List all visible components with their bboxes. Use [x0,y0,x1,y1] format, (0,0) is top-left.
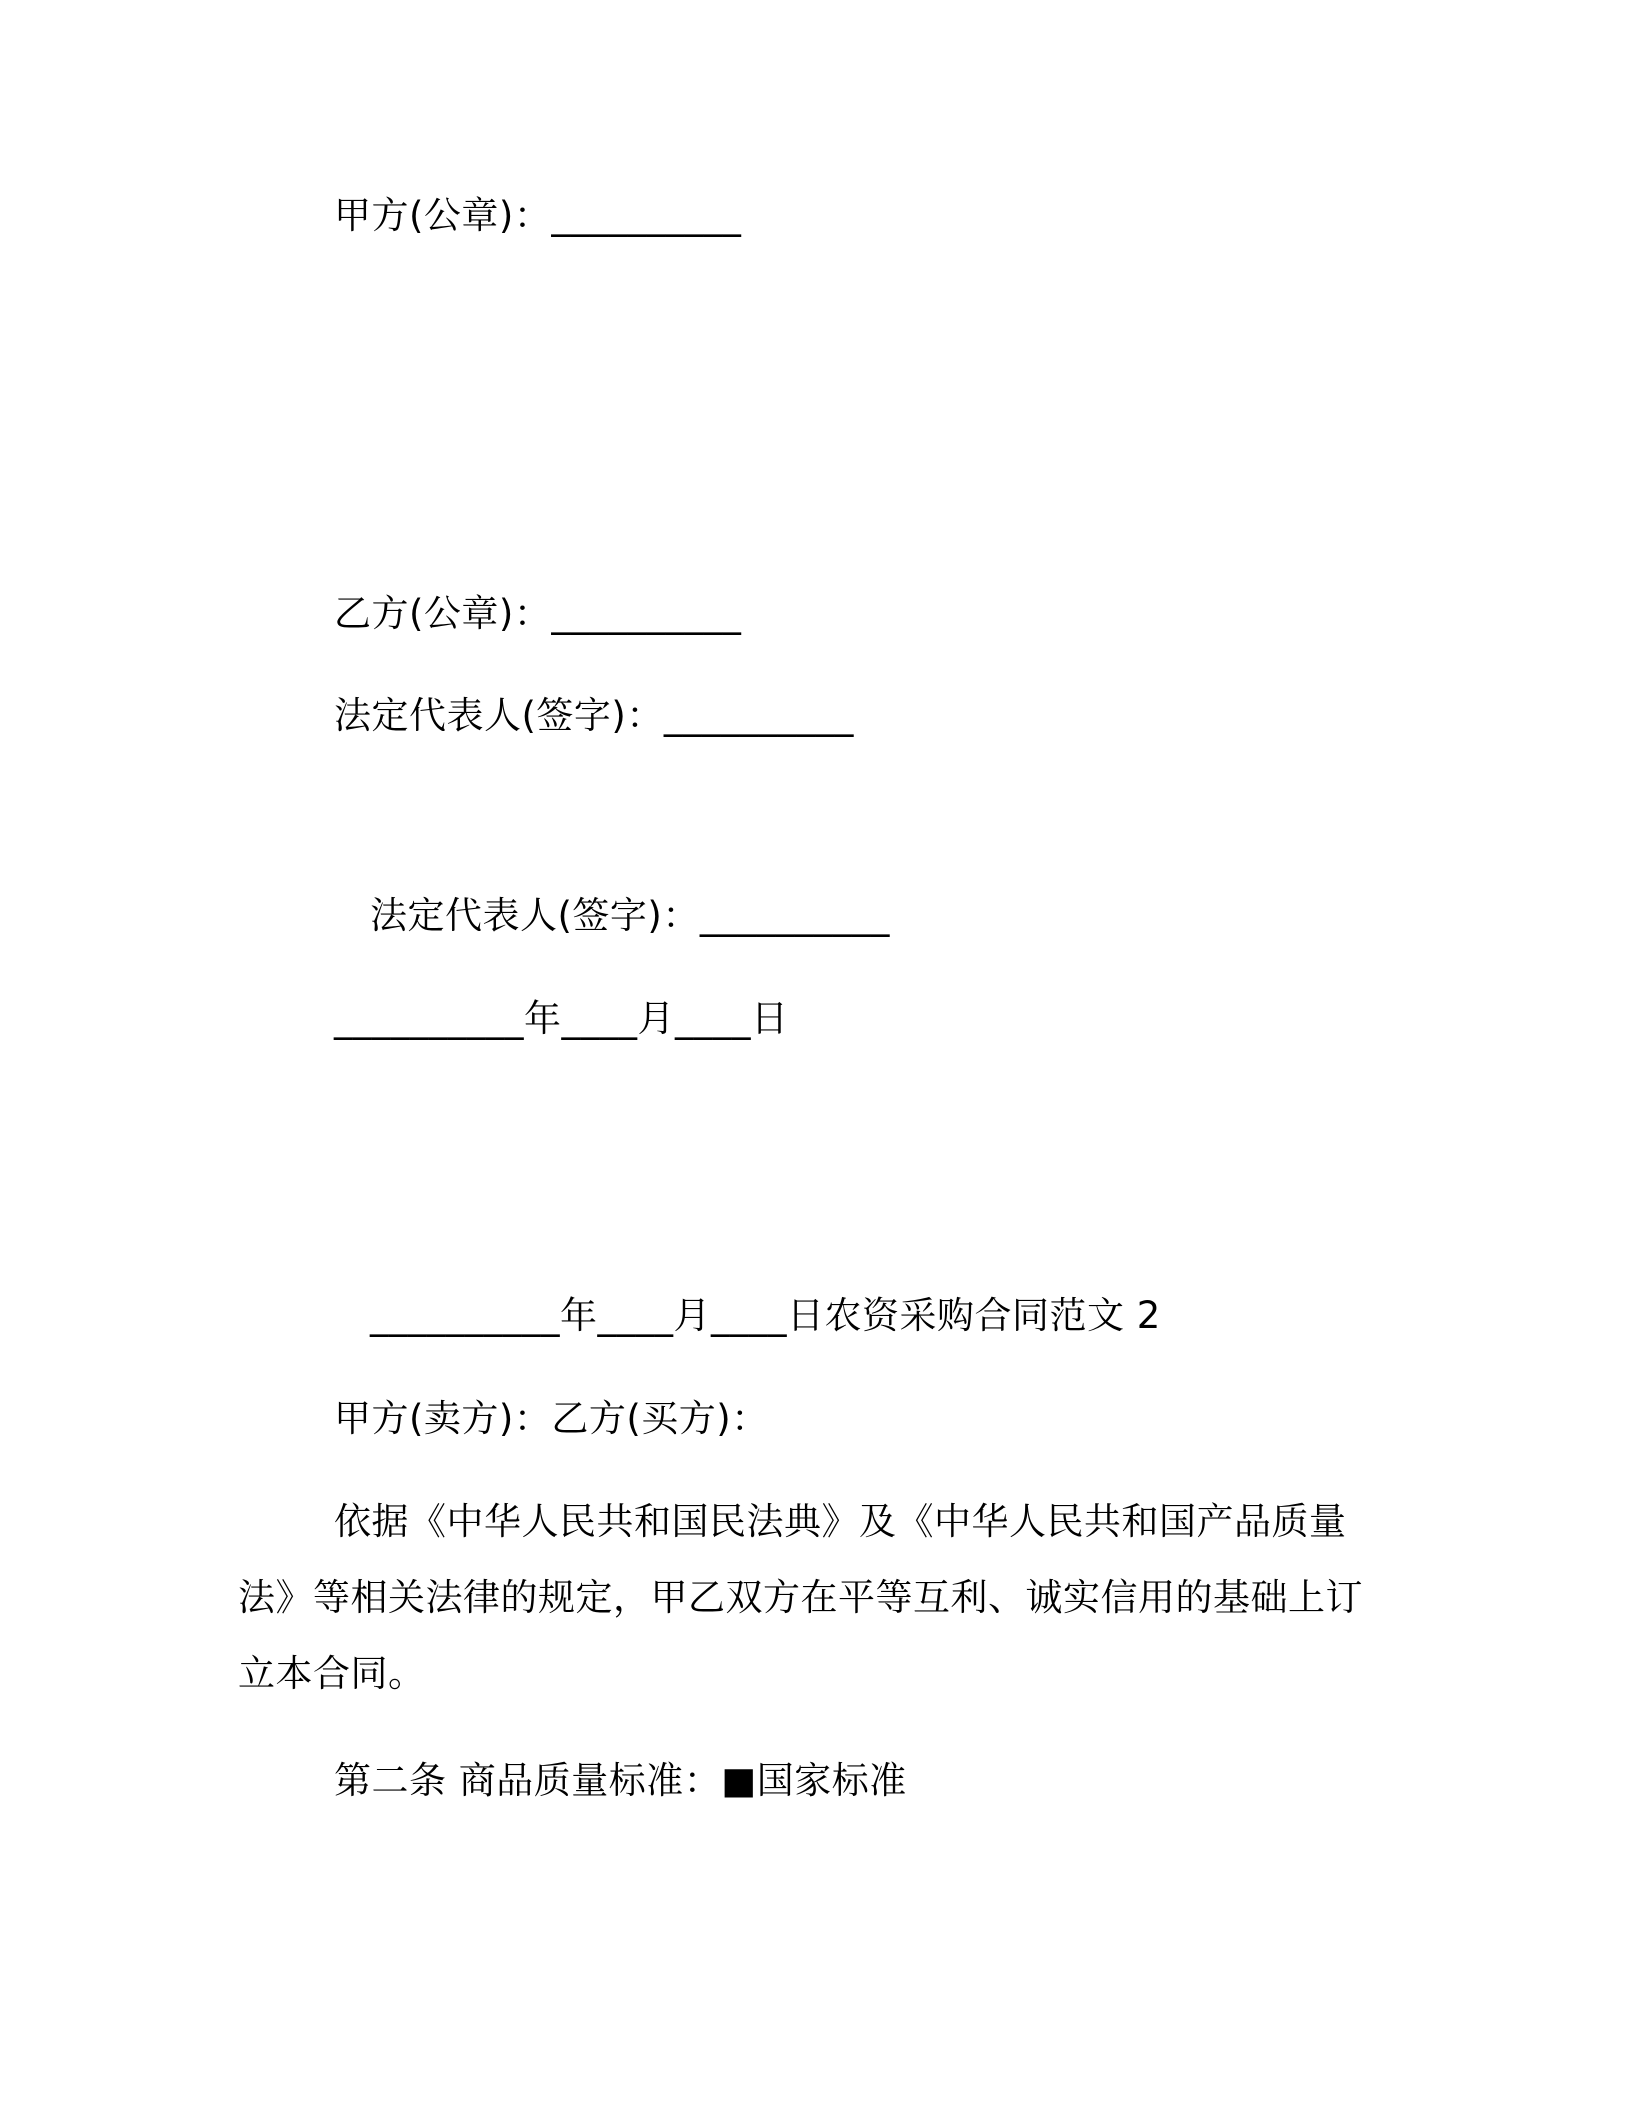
legal-representative-line: 法定代表人(签字)：__________ [334,694,854,737]
parties-line: 甲方(卖方)：乙方(买方)： [334,1397,769,1440]
contract-title: __________年____月____日农资采购合同范文 2 [370,1294,1161,1337]
party-a-seal-line: 甲方(公章)：__________ [334,194,742,237]
party-b-seal-line: 乙方(公章)：__________ [334,592,742,635]
article-2-line: 第二条 商品质量标准：■国家标准 [334,1759,907,1802]
date-line: __________年____月____日 [334,997,789,1040]
legal-basis-paragraph: 依据《中华人民共和国民法典》及《中华人民共和国产品质量法》等相关法律的规定，甲乙双方在平等互利、诚实信用的基础上订立本合同。 [238,1500,1363,1695]
legal-representative-line: 法定代表人(签字)：__________ [370,894,890,937]
